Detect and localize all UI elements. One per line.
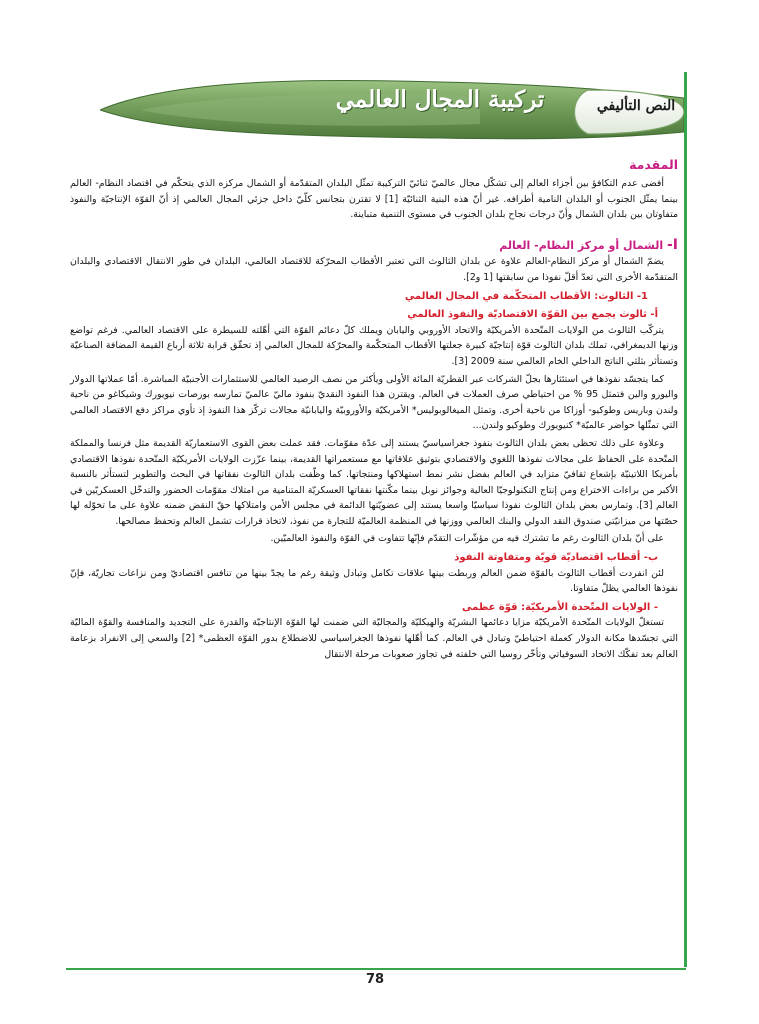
intro-paragraph: أفضى عدم التكافؤ بين أجزاء العالم إلى تشكّل مجال عالميّ ثنائيّ التركيبة تمثّل البلدان المتقدّمة أو الشمال مركزه الذي يتحكّم في اقتصاد النظام- العالم بينما يمثّل الجنوب أو البلدان النامية أطرافه. غير أنّ هذه البنية الثنائيّة [1] لا تقترن بتجانس كلّيّ داخل جزئي المجال العالمي إذ أنّ القوّة الإنتاجيّة والنفوذ متفاوتان بين بلدان الشمال وأنّ درجات نجاح بلدان الجنوب في مستوى التنمية متباينة. <box>70 178 678 221</box>
paragraph-1a-1: يتركّب الثالوث من الولايات المتّحدة الأمريكيّة والاتحاد الأوروبي واليابان ويملك كلّ دعائم القوّة التي أهّلته للسيطرة على الاقتصاد العالمي. فرغم تواضع وزنها الديمغرافي، تملك بلدان الثالوث قوّة إنتاجيّة كبيرة جعلتها الأقطاب المتحكّمة والمحرّكة للمجال العالمي إذ تحقّق قرابة ثلاثة أرباع القيمة المضافة الصناعيّة وتستأثر بثلثي الناتج الداخلي الخام العالمي سنة 2009 [3]. <box>70 324 678 367</box>
usa-heading: - الولايات المتّحدة الأمريكيّة: قوّة عظمى <box>462 601 658 613</box>
paragraph-1b-1: لئن انفردت أقطاب الثالوث بالقوّة ضمن العالم وربطت بينها علاقات تكامل وتبادل وثيقة رغم ما يجدّ بينها من تنافس اقتصاديّ ومن نزاعات تجاريّة، فإنّ نفوذها العالمي يظلّ متفاوتا. <box>70 567 678 595</box>
title-banner <box>100 76 684 142</box>
margin-rule-vertical <box>684 72 687 967</box>
section-1-paragraph: يضمّ الشمال أو مركز النظام-العالم علاوة عن بلدان الثالوث التي تعتبر الأقطاب المحرّكة للاقتصاد العالمي، البلدان في طور الانتقال الاقتصادي والبلدان المتقدّمة الأخرى التي تعدّ أقلّ نفوذا من سابقتها [1 و2]. <box>70 256 678 283</box>
subsection-1a-heading: أ- ثالوث يجمع بين القوّة الاقتصاديّة والنفوذ العالمي <box>407 309 658 321</box>
intro-heading: المقدمة <box>629 157 678 172</box>
section-1-title: الشمال أو مركز النظام- العالم <box>499 238 664 252</box>
subsection-1b-heading: ب- أقطاب اقتصاديّة قويّة ومتفاوتة النفوذ <box>454 552 658 564</box>
document-body <box>70 156 678 664</box>
section-1-heading <box>70 238 678 254</box>
paragraph-1a-2: كما يتجسّد نفوذها في استئثارها بجلّ الشركات عبر القطريّة المائة الأولى ويأكثر من نصف الرصيد العالمي للاستثمارات الأجنبيّة المباشرة. أمّا عملاتها الدولار واليورو والين فتمثل 95 % من احتياطي صرف العملات في العالم. ويقترن هذا النفوذ النقديّ بنفوذ ماليّ عالميّ تمارسه بورصات نيويورك وشيكاغو من ناحية ولندن وباريس وطوكيو- أوزاكا من ناحية أخرى. وتمثل الميغالوبوليس* الأمريكيّة والأوروبيّة واليابانيّة مجالات تركّز هذا النفوذ إذ تأوي مراكز دفع الاقتصاد العالمي التي تمثّلها حواضر عالميّة* كنيويورك وطوكيو ولندن... <box>70 373 678 432</box>
page-number: 78 <box>365 972 385 987</box>
paragraph-1a-4: على أنّ بلدان الثالوث رغم ما تشترك فيه من مؤشّرات التقدّم فإنّها تتفاوت في القوّة والنفوذ العالميّين. <box>270 533 664 545</box>
banner-title: تركيبة المجال العالمي <box>335 86 545 113</box>
paragraph-1a-3: وعلاوة على ذلك تحظى بعض بلدان الثالوث بنفوذ جغراسياسيّ يستند إلى عدّة مقوّمات. فقد عملت بعض القوى الاستعماريّة القديمة مثل فرنسا والمملكة المتّحدة على الحفاظ على مجالات نفوذها اللغوي والاقتصادي بتوثيق علاقاتها مع مستعمراتها القديمة، بينما عزّزت الولايات الأمريكيّة المتّحدة نفوذها الاقتصادي بأمريكا اللاتينيّة بإشعاع ثقافيّ متزايد في العالم بفضل نشر نمط استهلاكها ومنتجاتها. كما وظّفت بلدان الثالوث نفقاتها في البحث والتطوير لتستأثر بالنسبة الأكبر من براءات الاختراع ومن إنتاج التكنولوجيّا العالية وجوائز نوبل بينما مكّنتها نفقاتها العسكريّة المتنامية من امتلاك مقوّمات الحضور والتدخّل العسكريّين في العالم [3]. وتمارس بعض بلدان الثالوث نفوذا سياسيّا واسعا يستند إلى عضويّتها الدائمة في مجلس الأمن وامتلاكها حقّ النقض ضمنه علاوة على ما تخوّله لها حصّتها من ميزانيّتي صندوق النقد الدولي والبنك العالمي ووزنها في المنظمة العالميّة للتجارة من نفوذ، لاتخاذ قرارات تشمل العالم وتحفظ مصالحها. <box>70 437 678 527</box>
banner-label: النص التأليفي <box>596 98 676 114</box>
section-1-number: I- <box>666 236 678 253</box>
paragraph-usa: تستغلّ الولايات المتّحدة الأمريكيّة مزايا دعائمها البشريّة والهيكليّة والمجاليّة التي ضمنت لها القوّة الإنتاجيّة والقدرة على التجديد والمنافسة والقوّة الماليّة التي تجسّدها مكانة الدولار كعملة احتياطيّ وتبادل في العالم. كما أهّلها نفوذها الجغراسياسي للاضطلاع بدور القوّة العظمى* [2] والسعي إلى الانفراد بزعامة العالم بعد تفكّك الاتحاد السوفياتي وتأخّر روسيا التي خلفته في تجاوز صعوبات مرحلة الانتقال <box>70 617 679 660</box>
subsection-1-heading: 1- الثالوث: الأقطاب المتحكّمة في المجال العالمي <box>404 290 648 302</box>
margin-rule-horizontal <box>66 968 686 970</box>
